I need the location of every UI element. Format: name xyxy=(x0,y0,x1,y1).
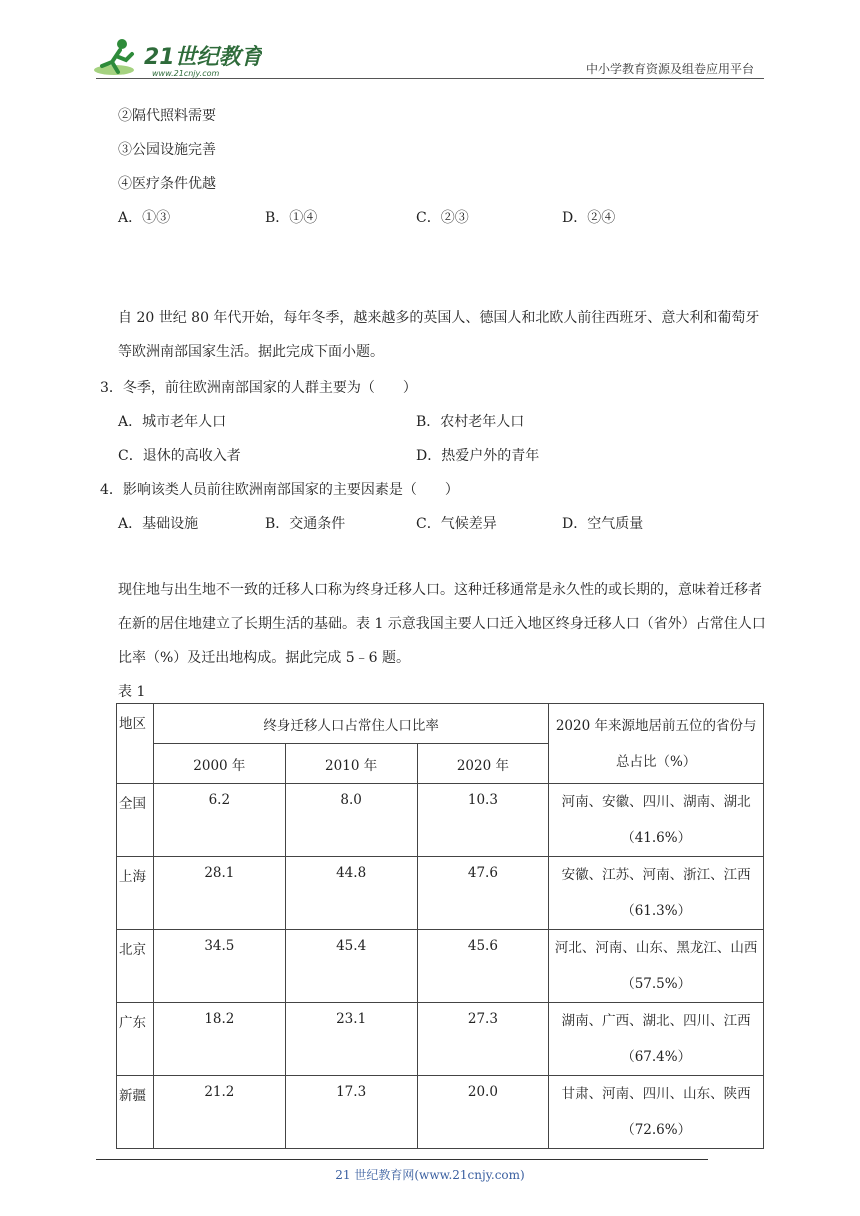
q2-choice-b: B．①④ xyxy=(265,210,318,226)
header-year-2020: 2020 年 xyxy=(417,744,549,784)
q3-choice-b: B．农村老年人口 xyxy=(416,414,525,430)
row-source: 河南、安徽、四川、湖南、湖北（41.6%） xyxy=(549,784,764,857)
q4-choice-c: C．气候差异 xyxy=(416,516,497,532)
q4-choice-b: B．交通条件 xyxy=(265,516,346,532)
q4-choice-a: A．基础设施 xyxy=(118,516,199,532)
table-row xyxy=(117,930,764,1003)
q3-stem: 3．冬季，前往欧洲南部国家的人群主要为（ ） xyxy=(100,380,417,396)
migration-table xyxy=(116,703,764,1149)
row-value-2020: 20.0 xyxy=(417,1076,549,1149)
platform-name: 中小学教育资源及组卷应用平台 xyxy=(585,62,754,76)
row-value-2010: 17.3 xyxy=(285,1076,417,1149)
header-year-2000: 2000 年 xyxy=(153,744,285,784)
table-row xyxy=(117,784,764,857)
row-value-2000: 28.1 xyxy=(153,857,285,930)
intro-paragraph: 自 20 世纪 80 年代开始，每年冬季，越来越多的英国人、德国人和北欧人前往西班牙、意大利和葡萄牙等欧洲南部国家生活。据此完成下面小题。 xyxy=(118,310,760,360)
row-value-2000: 6.2 xyxy=(153,784,285,857)
row-region: 新疆 xyxy=(117,1076,154,1149)
option-2: ②隔代照料需要 xyxy=(118,108,216,124)
footer-link[interactable]: 21 世纪教育网(www.21cnjy.com) xyxy=(335,1168,525,1182)
row-value-2010: 23.1 xyxy=(285,1003,417,1076)
row-source: 安徽、江苏、河南、浙江、江西（61.3%） xyxy=(549,857,764,930)
row-value-2010: 8.0 xyxy=(285,784,417,857)
row-region: 上海 xyxy=(117,857,154,930)
table-row xyxy=(117,857,764,930)
table-row xyxy=(117,1003,764,1076)
table-caption: 表 1 xyxy=(118,684,146,700)
q2-choice-d: D．②④ xyxy=(562,210,616,226)
q2-choice-c: C．②③ xyxy=(416,210,469,226)
row-region: 广东 xyxy=(117,1003,154,1076)
header-year-2010: 2010 年 xyxy=(285,744,417,784)
header-region: 地区 xyxy=(117,704,154,784)
row-value-2000: 34.5 xyxy=(153,930,285,1003)
row-value-2010: 44.8 xyxy=(285,857,417,930)
q4-stem: 4．影响该类人员前往欧洲南部国家的主要因素是（ ） xyxy=(100,482,459,498)
row-region: 全国 xyxy=(117,784,154,857)
row-value-2020: 10.3 xyxy=(417,784,549,857)
row-value-2010: 45.4 xyxy=(285,930,417,1003)
svg-text:21世纪教育: 21世纪教育 xyxy=(144,45,262,70)
header-divider xyxy=(96,78,764,79)
header-rate: 终身迁移人口占常住人口比率 xyxy=(153,704,548,744)
q4-choice-d: D．空气质量 xyxy=(562,516,644,532)
row-value-2020: 45.6 xyxy=(417,930,549,1003)
table-row xyxy=(117,1076,764,1149)
q3-choice-d: D．热爱户外的青年 xyxy=(416,448,540,464)
row-value-2000: 18.2 xyxy=(153,1003,285,1076)
runner-logo-icon xyxy=(92,36,262,80)
q3-choice-a: A．城市老年人口 xyxy=(118,414,227,430)
row-value-2020: 27.3 xyxy=(417,1003,549,1076)
footer-divider xyxy=(96,1159,708,1160)
row-region: 北京 xyxy=(117,930,154,1003)
row-source: 河北、河南、山东、黑龙江、山西（57.5%） xyxy=(549,930,764,1003)
row-source: 湖南、广西、湖北、四川、江西（67.4%） xyxy=(549,1003,764,1076)
site-logo xyxy=(92,36,262,80)
table-intro-paragraph: 现住地与出生地不一致的迁移人口称为终身迁移人口。这种迁移通常是永久性的或长期的，意味着迁移者在新的居住地建立了长期生活的基础。表 1 示意我国主要人口迁入地区终身迁移人口（省外）占常住人口比率（%）及迁出地构成。据此完成 5﹣6 题。 xyxy=(118,582,766,666)
option-3: ③公园设施完善 xyxy=(118,142,216,158)
option-4: ④医疗条件优越 xyxy=(118,176,216,192)
q3-choice-c: C．退休的高收入者 xyxy=(118,448,241,464)
row-value-2020: 47.6 xyxy=(417,857,549,930)
row-value-2000: 21.2 xyxy=(153,1076,285,1149)
row-source: 甘肃、河南、四川、山东、陕西（72.6%） xyxy=(549,1076,764,1149)
svg-text:www.21cnjy.com: www.21cnjy.com xyxy=(152,69,220,78)
q2-choice-a: A．①③ xyxy=(118,210,171,226)
header-source: 2020 年来源地居前五位的省份与总占比（%） xyxy=(549,704,764,784)
